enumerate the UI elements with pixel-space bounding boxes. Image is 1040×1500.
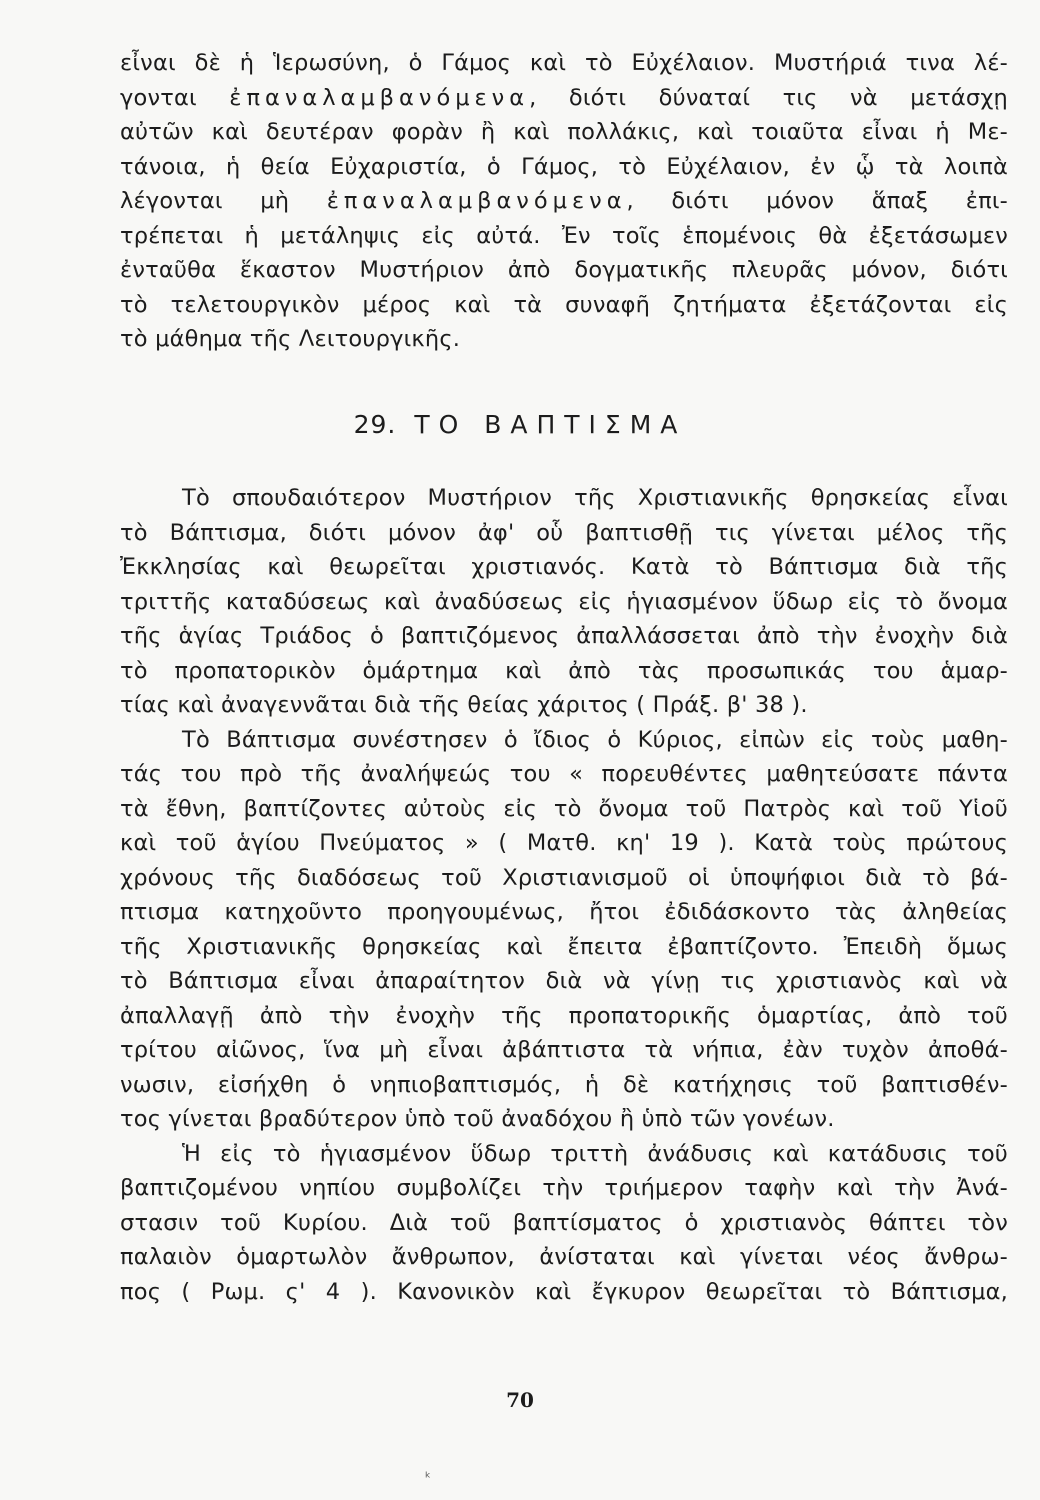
- text-line: τίας καὶ ἀναγεννᾶται διὰ τῆς θείας χάριτος ( Πράξ. β' 38 ).: [120, 692, 808, 718]
- text-line: νωσιν, εἰσήχθη ὁ νηπιοβαπτισμός, ἡ δὲ κατήχησις τοῦ βαπτισθέν-: [120, 1071, 1008, 1098]
- text-line: χρόνους τῆς διαδόσεως τοῦ Χριστιανισμοῦ οἱ ὑποψήφιοι διὰ τὸ βά-: [120, 864, 1008, 891]
- text-line: τῆς Χριστιανικῆς θρησκείας καὶ ἔπειτα ἐβαπτίζοντο. Ἐπειδὴ ὅμως: [120, 933, 1008, 960]
- section-title: ΤΟ ΒΑΠΤΙΣΜΑ: [414, 410, 687, 439]
- spaced-emphasis: ἐπαναλαμβανόμενα: [229, 84, 530, 111]
- text-line: βαπτιζομένου νηπίου συμβολίζει τὴν τριήμερον ταφὴν καὶ τὴν Ἀνά-: [120, 1175, 1008, 1201]
- text-line: τὸ Βάπτισμα εἶναι ἀπαραίτητον διὰ νὰ γίνῃ τις χριστιανὸς καὶ νὰ: [120, 968, 1008, 994]
- text-line: τὸ Βάπτισμα, διότι μόνον ἀφ' οὗ βαπτισθῇ τις γίνεται μέλος τῆς: [120, 519, 1008, 546]
- text-line: Τὸ σπουδαιότερον Μυστήριον τῆς Χριστιανικῆς θρησκείας εἶναι: [182, 485, 1008, 511]
- text-line: τρίτου αἰῶνος, ἵνα μὴ εἶναι ἀβάπτιστα τὰ νήπια, ἐὰν τυχὸν ἀποθά-: [120, 1037, 1008, 1063]
- text-line: καὶ τοῦ ἁγίου Πνεύματος » ( Ματθ. κη' 19 ). Κατὰ τοὺς πρώτους: [120, 830, 1008, 856]
- page-number: 70: [506, 1388, 534, 1412]
- text-line: τὸ προπατορικὸν ὁμάρτημα καὶ ἀπὸ τὰς προσωπικάς του ἁμαρ-: [120, 657, 1008, 684]
- text-line: Τὸ Βάπτισμα συνέστησεν ὁ ἴδιος ὁ Κύριος, εἰπὼν εἰς τοὺς μαθη-: [182, 726, 1008, 753]
- stray-mark: ᵏ: [425, 1470, 431, 1486]
- spaced-emphasis: ἐπαναλαμβανόμενα: [326, 188, 627, 214]
- text-line: τῆς ἁγίας Τριάδος ὁ βαπτιζόμενος ἀπαλλάσσεται ἀπὸ τὴν ἐνοχὴν διὰ: [120, 623, 1008, 649]
- text-line: ἐνταῦθα ἕκαστον Μυστήριον ἀπὸ δογματικῆς πλευρᾶς μόνον, διότι: [120, 257, 1008, 283]
- text-line: τριττῆς καταδύσεως καὶ ἀναδύσεως εἰς ἡγιασμένον ὕδωρ εἰς τὸ ὄνομα: [120, 588, 1008, 615]
- text-line: τὸ τελετουργικὸν μέρος καὶ τὰ συναφῆ ζητήματα ἐξετάζονται εἰς: [120, 291, 1008, 318]
- text-line: πος ( Ρωμ. ς' 4 ). Κανονικὸν καὶ ἔγκυρον θεωρεῖται τὸ Βάπτισμα,: [120, 1278, 1008, 1305]
- body-paragraphs: [120, 481, 1008, 1309]
- section-number: 29.: [353, 410, 397, 439]
- text-line: τρέπεται ἡ μετάληψις εἰς αὐτά. Ἐν τοῖς ἑπομένοις θὰ ἐξετάσωμεν: [120, 222, 1008, 249]
- text-line: στασιν τοῦ Κυρίου. Διὰ τοῦ βαπτίσματος ὁ χριστιανὸς θάπτει τὸν: [120, 1209, 1008, 1236]
- text-line: αὐτῶν καὶ δευτέραν φορὰν ἢ καὶ πολλάκις, καὶ τοιαῦτα εἶναι ἡ Με-: [120, 119, 1008, 145]
- text-line: τάνοια, ἡ θεία Εὐχαριστία, ὁ Γάμος, τὸ Εὐχέλαιον, ἐν ᾧ τὰ λοιπὰ: [120, 153, 1008, 180]
- text-line: Ἐκκλησίας καὶ θεωρεῖται χριστιανός. Κατὰ τὸ Βάπτισμα διὰ τῆς: [120, 554, 1008, 580]
- text-line: τὸ μάθημα τῆς Λειτουργικῆς.: [120, 326, 461, 352]
- text-line: γονται ἐπαναλαμβανόμενα, διότι δύναταί τις νὰ μετάσχῃ: [120, 84, 1009, 111]
- text-line: τάς του πρὸ τῆς ἀναλήψεώς του « πορευθέντες μαθητεύσατε πάντα: [120, 761, 1008, 787]
- intro-paragraph: [120, 46, 1008, 357]
- text-line: εἶναι δὲ ἡ Ἱερωσύνη, ὁ Γάμος καὶ τὸ Εὐχέλαιον. Μυστήριά τινα λέ-: [120, 50, 1008, 76]
- text-line: παλαιὸν ὁμαρτωλὸν ἄνθρωπον, ἀνίσταται καὶ γίνεται νέος ἄνθρω-: [120, 1244, 1008, 1270]
- text-line: τὰ ἔθνη, βαπτίζοντες αὐτοὺς εἰς τὸ ὄνομα τοῦ Πατρὸς καὶ τοῦ Υἱοῦ: [120, 795, 1008, 822]
- text-line: τος γίνεται βραδύτερον ὑπὸ τοῦ ἀναδόχου ἢ ὑπὸ τῶν γονέων.: [120, 1106, 835, 1132]
- text-line: ἀπαλλαγῇ ἀπὸ τὴν ἐνοχὴν τῆς προπατορικῆς ὁμαρτίας, ἀπὸ τοῦ: [120, 1002, 1008, 1029]
- text-line: λέγονται μὴ ἐπαναλαμβανόμενα, διότι μόνον ἅπαξ ἐπι-: [120, 188, 1008, 214]
- text-line: πτισμα κατηχοῦντο προηγουμένως, ἤτοι ἐδιδάσκοντο τὰς ἀληθείας: [120, 899, 1008, 925]
- section-heading: [0, 410, 1040, 439]
- text-line: Ἡ εἰς τὸ ἡγιασμένον ὕδωρ τριττὴ ἀνάδυσις καὶ κατάδυσις τοῦ: [182, 1140, 1008, 1167]
